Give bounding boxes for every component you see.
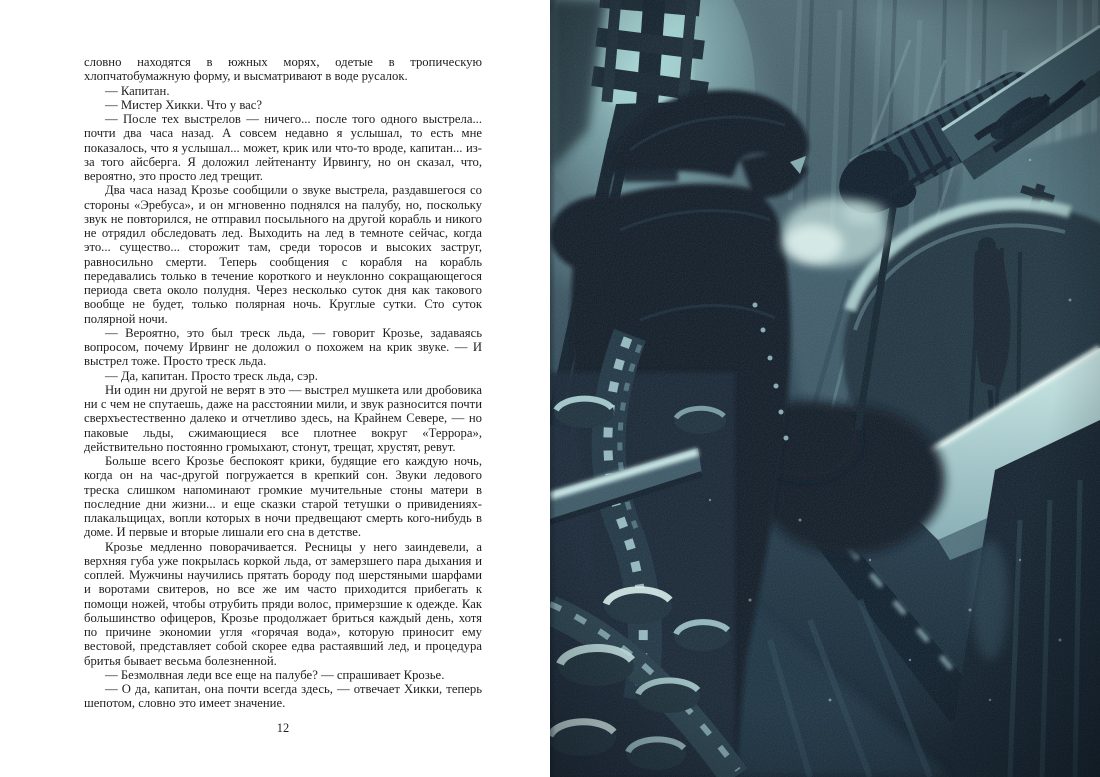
- page-number: 12: [276, 720, 290, 735]
- paragraph: Крозье медленно поворачивается. Ресницы у него заиндевели, а верхняя губа уже покрылась коркой льда, от замерзшего пара дыхания и соплей. Мужчины научились прятать бороду под шерстяными шарфами и воротами свитеров, но все же им часто приходится прибегать к помощи ножей, чтобы отрубить пряди волос, примерзшие к одежде. Как большинство офицеров, Крозье продолжает бриться каждый день, хотя по причине экономии угля «горячая вода», которую приносит ему вестовой, представляет собой скорее едва растаявший лед, и процедура бритья бывает весьма болезненной.: [84, 539, 482, 668]
- book-page-right-illustration: [550, 0, 1100, 777]
- paragraph: — Безмолвная леди все еще на палубе? — спрашивает Крозье.: [105, 667, 445, 682]
- paragraph: — Да, капитан. Просто треск льда, сэр.: [105, 368, 318, 383]
- paragraph: — Вероятно, это был треск льда, — говорит Крозье, задаваясь вопросом, почему Ирвинг не доложил о похожем на крик звуке. — И выстрел тоже. Просто треск льда.: [84, 325, 482, 369]
- paragraph: — Мистер Хикки. Что у вас?: [105, 97, 263, 112]
- book-page-left: [84, 55, 482, 735]
- arctic-deck-illustration: [550, 0, 1100, 777]
- paragraph: — Капитан.: [105, 83, 170, 98]
- paragraph: Ни один ни другой не верят в это — выстрел мушкета или дробовика ни с чем не спутаешь, даже на расстоянии мили, и звук разносится почти сверхъестественно далеко и отчетливо здесь, на Крайнем Севере, — но паковые льды, сжимающиеся все плотнее вокруг «Террора», действительно постоянно громыхают, стонут, трещат, хрустят, ревут.: [84, 382, 482, 454]
- paragraph: — После тех выстрелов — ничего... после того одного выстрела... почти два часа назад. А совсем недавно я услышал, то есть мне показалось, что я услышал... может, крик или что-то вроде, капитан... из-за того айсберга. Я доложил лейтенанту Ирвингу, но он сказал, что, вероятно, это просто лед трещит.: [84, 112, 482, 183]
- paragraph: Два часа назад Крозье сообщили о звуке выстрела, раздавшегося со стороны «Эребуса», и он мгновенно поднялся на палубу, но, поскольку звук не повторился, не отправил посыльного на другой корабль и никого не отрядил обследовать лед. Выходить на лед в темноте сейчас, когда это... существо... сторожит там, среди торосов и высоких заструг, равносильно смерти. Теперь сообщения с корабля на корабль передавались только в течение короткого и неуклонно сокращающегося периода света около полудня. Через несколько суток дня как такового вообще не будет, только полярная ночь. Круглые сутки. Сто суток полярной ночи.: [84, 183, 482, 326]
- paragraph: — О да, капитан, она почти всегда здесь, — отвечает Хикки, теперь шепотом, словно это имеет значение.: [84, 682, 482, 711]
- paragraph: Больше всего Крозье беспокоят крики, будящие его каждую ночь, когда он на час-другой погружается в крепкий сон. Звуки ледового треска слишком напоминают громкие мучительные стоны матери в последние дни жизни... и еще сказки старой тетушки о привидениях-плакальщицах, вопли которых в ночи предвещают смерть кого-нибудь в доме. И первые и вторые лишали его сна в детстве.: [84, 454, 482, 540]
- paragraph: словно находятся в южных морях, одетые в тропическую хлопчатобумажную форму, и высматривают в воде русалок.: [84, 55, 482, 84]
